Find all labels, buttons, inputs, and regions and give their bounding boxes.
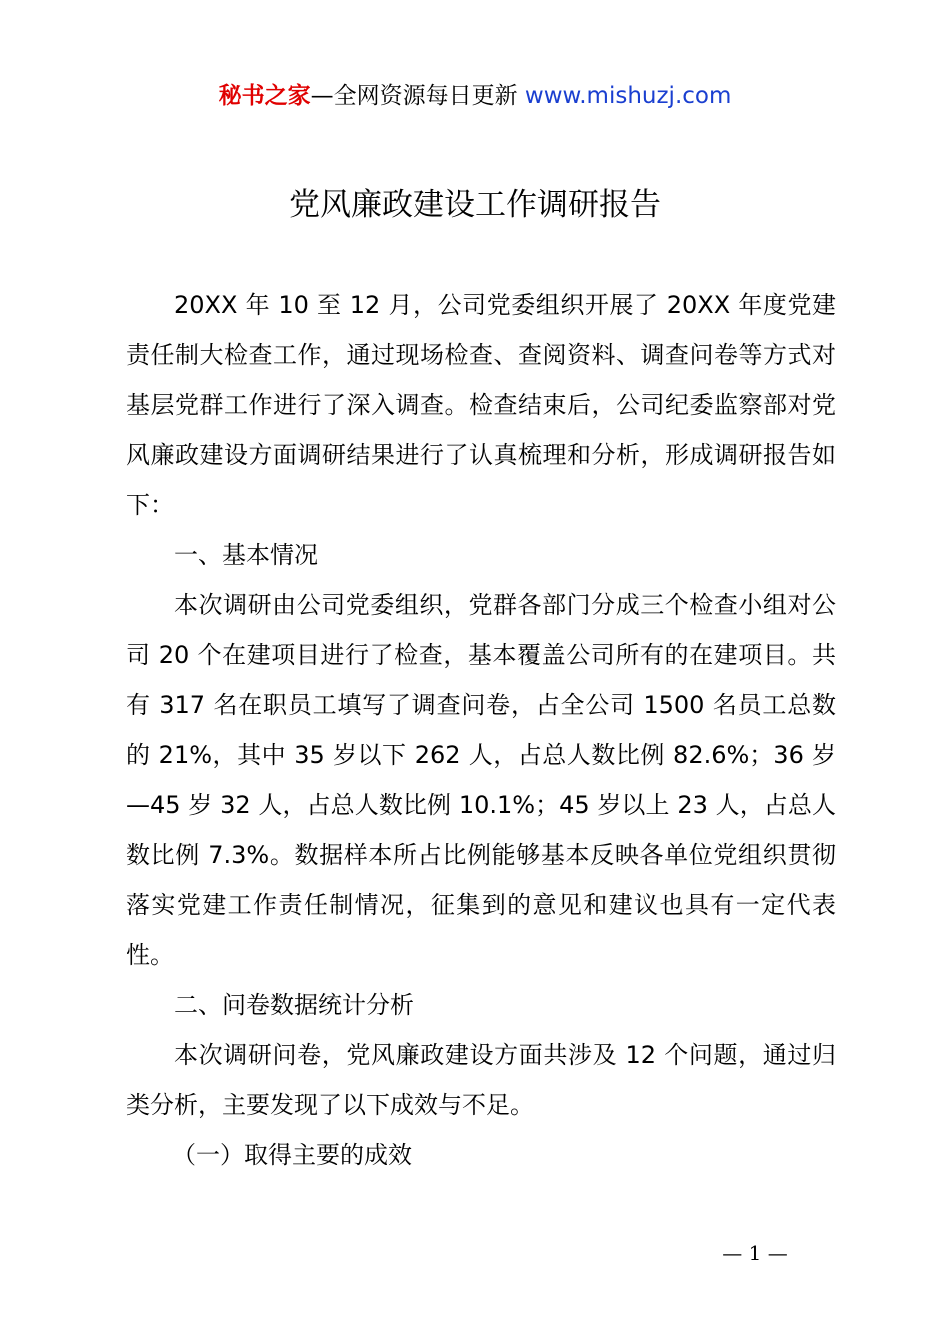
header-slogan: —全网资源每日更新 — [310, 83, 518, 109]
intro-paragraph: 20XX 年 10 至 12 月，公司党委组织开展了 20XX 年度党建责任制大检查工作，通过现场检查、查阅资料、调查问卷等方式对基层党群工作进行了深入调查。检查结束后，公司纪委监察部对党风廉政建设方面调研结果进行了认真梳理和分析，形成调研报告如下： — [126, 291, 836, 519]
section-heading-basic: 一、基本情况 — [174, 541, 318, 569]
site-header — [0, 80, 950, 112]
subsection-heading-achievements: （一）取得主要的成效 — [172, 1141, 412, 1169]
page-number: — 1 — — [722, 1241, 788, 1265]
document-body — [126, 280, 836, 1180]
section-heading-analysis: 二、问卷数据统计分析 — [174, 991, 414, 1019]
basic-info-paragraph: 本次调研由公司党委组织，党群各部门分成三个检查小组对公司 20 个在建项目进行了检查，基本覆盖公司所有的在建项目。共有 317 名在职员工填写了调查问卷，占全公司 1500 名员工总数的 21%，其中 35 岁以下 262 人，占总人数比例 82.6%；36 岁—45 岁 32 人，占总人数比例 10.1%；45 岁以上 23 人，占总人数比例 7.3%。数据样本所占比例能够基本反映各单位党组织贯彻落实党建工作责任制情况，征集到的意见和建议也具有一定代表性。 — [126, 591, 836, 969]
analysis-paragraph: 本次调研问卷，党风廉政建设方面共涉及 12 个问题，通过归类分析，主要发现了以下成效与不足。 — [126, 1041, 836, 1119]
brand-name: 秘书之家 — [218, 83, 311, 109]
document-title: 党风廉政建设工作调研报告 — [289, 187, 661, 223]
site-url-link[interactable]: www.mishuzj.com — [524, 83, 732, 109]
